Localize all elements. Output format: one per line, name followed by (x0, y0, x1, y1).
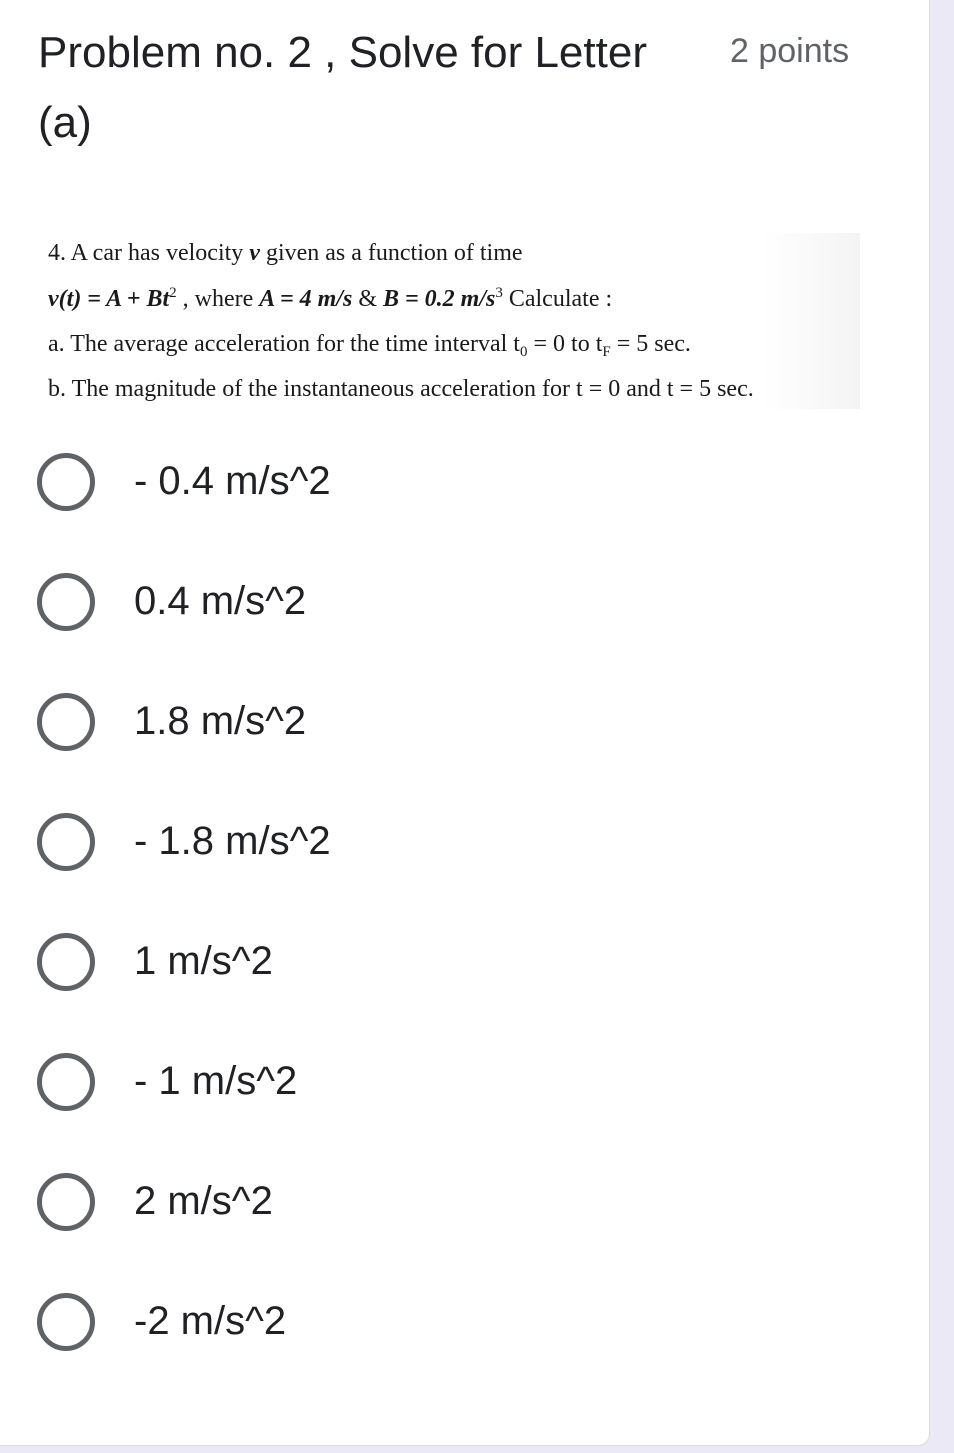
option-label[interactable]: - 0.4 m/s^2 (134, 459, 331, 503)
radio-button[interactable] (37, 1293, 95, 1351)
radio-button[interactable] (37, 933, 95, 991)
radio-button[interactable] (37, 573, 95, 631)
radio-button[interactable] (37, 453, 95, 511)
option-label[interactable]: 1.8 m/s^2 (134, 699, 307, 743)
problem-text: given as a function of time (259, 240, 523, 266)
option-label[interactable]: - 1 m/s^2 (134, 1059, 298, 1103)
subscript: F (602, 344, 611, 360)
problem-line-3 (48, 329, 691, 359)
problem-text: , where (176, 286, 260, 312)
velocity-equation: v(t) = A + Bt (48, 286, 170, 312)
radio-button[interactable] (37, 1053, 95, 1111)
radio-button[interactable] (37, 813, 95, 871)
problem-line-4: b. The magnitude of the instantaneous acceleration for t = 0 and t = 5 sec. (48, 376, 754, 402)
points-label: 2 points (730, 32, 850, 70)
subscript: 0 (519, 344, 528, 360)
option-label[interactable]: 0.4 m/s^2 (134, 579, 307, 623)
problem-text: 4. A car has velocity (48, 240, 250, 266)
problem-text: & (352, 286, 383, 312)
constant-b: B = 0.2 m/s (382, 286, 496, 312)
problem-text: = 0 to t (527, 331, 603, 357)
exponent: 2 (169, 285, 177, 301)
answer-option[interactable] (0, 540, 930, 660)
problem-statement-image (38, 233, 860, 409)
answer-option[interactable] (0, 1020, 930, 1140)
answer-option[interactable] (0, 900, 930, 1020)
problem-line-2 (48, 284, 612, 314)
problem-text: Calculate : (502, 286, 613, 312)
option-label[interactable]: 2 m/s^2 (134, 1179, 273, 1223)
exponent: 3 (495, 285, 503, 301)
problem-text: a. The average acceleration for the time interval t (48, 331, 520, 357)
answer-option[interactable] (0, 1140, 930, 1260)
option-label[interactable]: -2 m/s^2 (134, 1299, 287, 1343)
answer-option[interactable] (0, 780, 930, 900)
problem-text: = 5 sec. (610, 331, 691, 357)
answer-option[interactable] (0, 1260, 930, 1380)
question-title: Problem no. 2 , Solve for Letter (a) (38, 28, 647, 147)
answer-option[interactable] (0, 420, 930, 540)
constant-a: A = 4 m/s (259, 286, 353, 312)
radio-button[interactable] (37, 693, 95, 751)
option-label[interactable]: - 1.8 m/s^2 (134, 819, 331, 863)
problem-line-1 (48, 238, 523, 268)
option-label[interactable]: 1 m/s^2 (134, 939, 273, 983)
velocity-symbol: v (249, 240, 260, 266)
answer-option[interactable] (0, 660, 930, 780)
radio-button[interactable] (37, 1173, 95, 1231)
